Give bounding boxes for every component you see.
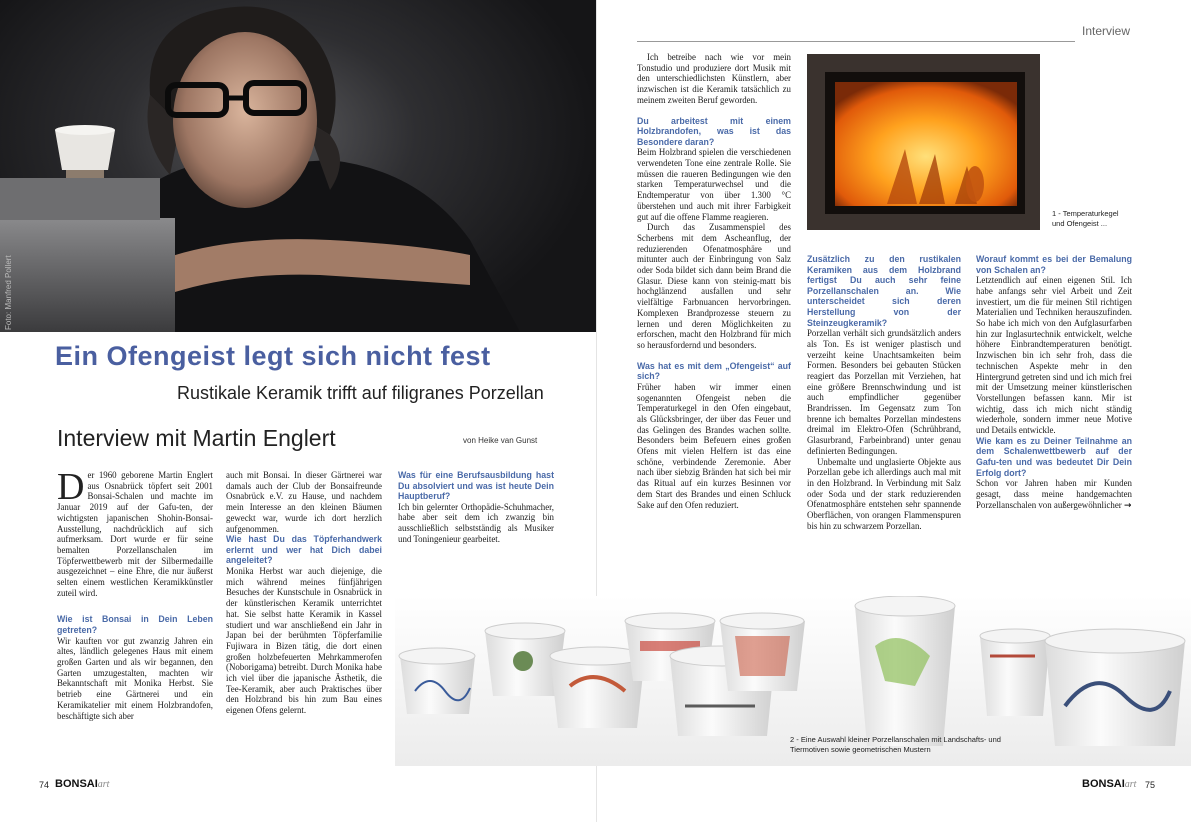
drop-cap: D bbox=[57, 470, 85, 508]
answer-2: Monika Herbst war auch diejenige, die mich während meines fünfjährigen Besuches der Kunstschule in Osnabrück in der künstlerischen Keramik unterrichtet hat. Sie selbst hatte Keramik in Kassel studiert und war anschließend ein Jahr in Japan bei der berühmten Töpferfamilie Fujiwara in Bizen tätig, die dort einen großen holzbefeuerten Mehrkammerofen (Noborigama) betreibt. Durch Monika habe ich viel über die japanische Ästhetik, die Tee-Keramik, aber auch Praktisches über den Holzbrand bis hin zum Bau eines eigenen Ofens gelernt. bbox=[226, 566, 382, 716]
bowl-1 bbox=[399, 648, 475, 714]
bowls-caption: 2 - Eine Auswahl kleiner Porzellanschalen mit Landschafts- und Tiermotiven sowie geometrischen Mustern bbox=[790, 735, 1001, 754]
photo-credit: Foto: Manfred Pollert bbox=[4, 255, 13, 330]
answer-6: Porzellan verhält sich grundsätzlich anders als Ton. Es ist weniger plastisch und verzeiht keine Unachtsamkeiten beim Formen. Besonders bei gebauten Stücken reagiert das Porzellan mit Verziehen, hat eine größere Brennschwindung und ist auch empfindlicher gegenüber Brandrissen. Im Gegensatz zum Ton brenne ich bemaltes Porzellan mindestens dreimal im Elektro-Ofen (Schrühbrand, Glasurbrand, Farbeinbrand) unter genau definierten Bedingungen. bbox=[807, 328, 961, 456]
byline: von Heike van Gunst bbox=[463, 436, 538, 445]
article-title: Ein Ofengeist legt sich nicht fest bbox=[55, 341, 491, 371]
question-5: Was hat es mit dem „Ofengeist“ auf sich? bbox=[637, 360, 791, 382]
answer-3: Ich bin gelernter Orthopädie-Schuhmacher, habe aber seit dem ich zwanzig bin ausschließlich selbstständig als Musiker und Toningenieur gearbeitet. bbox=[398, 501, 554, 544]
kiln-photo bbox=[807, 54, 1040, 230]
question-1: Wie ist Bonsai in Dein Leben getreten? bbox=[57, 614, 213, 636]
page-number-right: 75 bbox=[1145, 780, 1156, 790]
answer-4b: Durch das Zusammenspiel des Scherbens mit dem Ascheanflug, der reduzierenden Ofenatmosphäre und mitunter auch der Einbringung von Salz oder Soda bildet sich dann beim Brand die Glasur. Diese kann von steinig-matt bis hochglänzend ausfallen und sehr vielfältige Farbnuancen hervorbringen. Komplexen Brandprozesse steuern zu lernen und deren Möglichkeiten zu erforschen, macht den Holzbrand für mich so herausfordernd und besonders. bbox=[637, 222, 791, 350]
question-7: Worauf kommt es bei der Bemalung von Schalen an? bbox=[976, 254, 1132, 275]
question-3: Was für eine Berufsausbildung hast Du absolviert und was ist heute Dein Hauptberuf? bbox=[398, 470, 554, 502]
bowl-6 bbox=[720, 613, 805, 691]
question-2: Wie hast Du das Töpferhandwerk erlernt und wer hat Dich dabei angeleitet? bbox=[226, 534, 382, 566]
page-number-left: 74 bbox=[39, 780, 50, 790]
right-column-2 bbox=[807, 254, 961, 584]
magazine-suffix-left: art bbox=[97, 779, 110, 790]
kiln-illustration bbox=[807, 54, 1040, 230]
magazine-logo-right bbox=[1082, 778, 1136, 790]
bowl-8 bbox=[980, 629, 1050, 716]
answer-4: Beim Holzbrand spielen die verschiedenen verwendeten Tone eine zentrale Rolle. Sie müssen die raueren Bedingungen wie den starken Temperaturwechsel und die Endtemperatur von über 1.300 °C überstehen und auch mit ihrer Farbigkeit gut auf die offene Flamme reagieren. bbox=[637, 147, 791, 222]
answer-1: Wir kauften vor gut zwanzig Jahren ein altes, ländlich gelegenes Haus mit einem großen Garten und als wir begannen, den Garten umzugestalten, machten wir Bekanntschaft mit Monika Herbst. Sie betrieb eine Gärtnerei und ein Keramikatelier mit einem Holzbrandofen, beschäftigte sich aber bbox=[57, 635, 213, 721]
magazine-name-right: BONSAI bbox=[1082, 778, 1125, 790]
answer-7: Letztendlich auf einen eigenen Stil. Ich habe anfangs sehr viel Arbeit und Zeit investiert, um die für meinen Stil richtigen Materialien und Techniken herauszufinden. So habe ich mich von den Aufglasurfarben hin zur Inglasurtechnik entwickelt, welche höhere Einbrandtemperaturen benötigt. Inzwischen bin ich sehr froh, dass die technischen Aspekte mehr in den Hintergrund getreten sind und ich mich frei mit der Umsetzung meiner künstlerischen Vorstellungen befassen kann. Mir ist wichtig, dass ich mich nicht ständig wiederhole, sondern immer neue Motive und Details entwickle. bbox=[976, 275, 1132, 436]
question-6: Zusätzlich zu den rustikalen Keramiken aus dem Holzbrand fertigst Du auch sehr feine Porzellanschalen an. Wie unterscheidet sich deren Herstellung von der Steinzeugkeramik? bbox=[807, 254, 961, 328]
article-subtitle: Rustikale Keramik trifft auf filigranes Porzellan bbox=[177, 383, 544, 403]
bowl-9 bbox=[1045, 629, 1185, 746]
kiln-caption: 1 - Temperaturkegel und Ofengeist ... bbox=[1052, 209, 1119, 228]
left-column-3 bbox=[398, 470, 554, 580]
right-column-1 bbox=[637, 52, 791, 582]
magazine-name-left: BONSAI bbox=[55, 778, 98, 790]
question-4: Du arbeitest mit einem Holzbrandofen, was ist das Besondere daran? bbox=[637, 115, 791, 147]
magazine-logo-left bbox=[55, 778, 109, 790]
intro-text: er 1960 geborene Martin Englert aus Osnabrück töpfert seit 2001 Bonsai-Schalen und machte im Januar 2019 auf der Gafu-ten, der wichtigsten japanischen Shohin-Bonsai-Ausstellung, nachdrücklich auf sich aufmerksam. Dort wurde er für seine bemalten Porzellanschalen im Töpferwettbewerb mit der Silbermedaille ausgezeichnet – eine Ehre, die nur äußerst selten einem westlichen Keramikkünstler zuteil wird. bbox=[57, 470, 213, 598]
column-r1-text: Ich betreibe nach wie vor mein Tonstudio und produziere dort Musik mit den unterschiedlichsten Künstlern, aber inzwischen ist die Keramik tatsächlich zu meinem zweiten Beruf geworden. bbox=[637, 52, 791, 105]
section-label: Interview bbox=[1082, 24, 1131, 38]
left-column-1 bbox=[57, 470, 213, 770]
answer-6b: Unbemalte und unglasierte Objekte aus Porzellan gebe ich allerdings auch mal mit in den Holzbrand. In Verbindung mit Salz oder Soda und der stark reduzierenden Ofenatmosphäre entstehen sehr spannende Oberflächen, von orangen Flammenspuren bis hin zu schwarzem Porzellan. bbox=[807, 456, 961, 531]
bowl-7 bbox=[855, 596, 955, 746]
interview-heading: Interview mit Martin Englert bbox=[57, 425, 336, 451]
left-column-2 bbox=[226, 470, 382, 770]
portrait-photo bbox=[0, 0, 597, 332]
continue-arrow-icon: → bbox=[1123, 500, 1132, 511]
portrait-illustration bbox=[0, 0, 597, 332]
right-column-3 bbox=[976, 254, 1132, 584]
answer-8: Schon vor Jahren haben mir Kunden gesagt, dass meine handgemachten Porzellanschalen von außergewöhnlicher bbox=[976, 478, 1132, 510]
column-2-text: auch mit Bonsai. In dieser Gärtnerei war damals auch der Club der Bonsaifreunde Osnabrück e.V. zu Hause, und nachdem mein Interesse an den kleinen Bäumen geweckt war, wurde ich dort herzlich aufgenommen. bbox=[226, 470, 382, 534]
question-8: Wie kam es zu Deiner Teilnahme an dem Schalenwettbewerb auf der Gafu-ten und was bedeutet Dir Dein Erfolg dort? bbox=[976, 435, 1132, 478]
answer-5: Früher haben wir immer einen sogenannten Ofengeist neben die Temperaturkegel in den Ofen eingebaut, als Glücksbringer, der über das Feuer und das Gelingen des Brandes wachen sollte. Besonders beim Befeuern eines großen Ofens mit vielen Helfern ist das eine schöne, verbindende Zeremonie. Aber nach über siebzig Bränden hat sich bei mir das Ritual auf ein kurzes Besinnen vor dem Start des Brandes und einen Schluck Sake auf den Ofen reduziert. bbox=[637, 381, 791, 510]
magazine-suffix-right: art bbox=[1124, 779, 1137, 790]
header-rule bbox=[637, 41, 1075, 42]
